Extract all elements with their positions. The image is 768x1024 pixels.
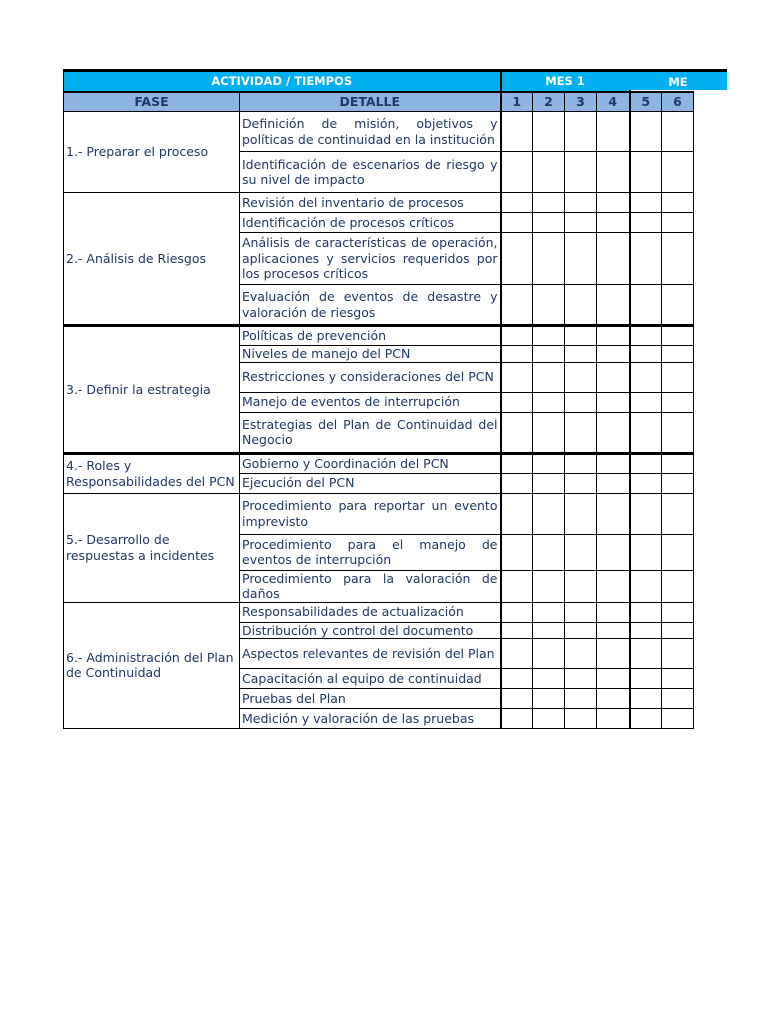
table-row (64, 326, 694, 346)
table-row (64, 493, 694, 534)
week-cell[interactable] (533, 412, 565, 453)
schedule-table (63, 69, 694, 729)
week-cell[interactable] (533, 213, 565, 233)
week-cell[interactable] (597, 709, 630, 729)
detail-cell: Procedimiento para el manejo de eventos de interrupción (240, 534, 501, 570)
table-row (64, 193, 694, 213)
week-cell[interactable] (597, 346, 630, 363)
week-cell[interactable] (565, 453, 597, 473)
week-cell[interactable] (662, 639, 694, 669)
week-cell[interactable] (662, 392, 694, 412)
detail-cell: Medición y valoración de las pruebas (240, 709, 501, 729)
week-cell[interactable] (597, 689, 630, 709)
week-cell[interactable] (533, 346, 565, 363)
week-3-header: 3 (565, 92, 597, 112)
week-cell[interactable] (565, 669, 597, 689)
phase-cell: 1.- Preparar el proceso (64, 112, 240, 193)
week-cell[interactable] (501, 602, 533, 622)
week-cell[interactable] (533, 639, 565, 669)
week-cell[interactable] (597, 362, 630, 392)
week-cell[interactable] (630, 689, 662, 709)
week-cell[interactable] (630, 392, 662, 412)
week-cell[interactable] (501, 326, 533, 346)
week-cell[interactable] (533, 362, 565, 392)
week-cell[interactable] (533, 493, 565, 534)
week-cell[interactable] (533, 534, 565, 570)
week-cell[interactable] (662, 453, 694, 473)
week-cell[interactable] (597, 453, 630, 473)
detalle-header: DETALLE (240, 92, 501, 112)
week-cell[interactable] (597, 570, 630, 602)
detail-cell: Identificación de escenarios de riesgo y su nivel de impacto (240, 152, 501, 193)
detail-cell: Capacitación al equipo de continuidad (240, 669, 501, 689)
week-cell[interactable] (662, 152, 694, 193)
week-cell[interactable] (630, 493, 662, 534)
week-cell[interactable] (533, 602, 565, 622)
week-cell[interactable] (565, 346, 597, 363)
week-cell[interactable] (630, 709, 662, 729)
phase-cell: 2.- Análisis de Riesgos (64, 193, 240, 326)
week-cell[interactable] (630, 285, 662, 326)
week-cell[interactable] (662, 534, 694, 570)
week-cell[interactable] (501, 152, 533, 193)
week-cell[interactable] (630, 473, 662, 493)
detail-cell: Ejecución del PCN (240, 473, 501, 493)
week-cell[interactable] (565, 570, 597, 602)
week-cell[interactable] (501, 639, 533, 669)
week-cell[interactable] (533, 112, 565, 152)
week-cell[interactable] (662, 602, 694, 622)
week-cell[interactable] (533, 570, 565, 602)
week-cell[interactable] (501, 669, 533, 689)
week-cell[interactable] (630, 112, 662, 152)
week-cell[interactable] (565, 326, 597, 346)
week-cell[interactable] (501, 285, 533, 326)
week-cell[interactable] (565, 709, 597, 729)
week-cell[interactable] (662, 112, 694, 152)
phase-cell: 4.- Roles y Responsabilidades del PCN (64, 453, 240, 493)
week-cell[interactable] (597, 326, 630, 346)
week-cell[interactable] (662, 622, 694, 639)
detail-cell: Identificación de procesos críticos (240, 213, 501, 233)
week-cell[interactable] (501, 493, 533, 534)
week-cell[interactable] (565, 639, 597, 669)
detail-cell: Gobierno y Coordinación del PCN (240, 453, 501, 473)
week-cell[interactable] (565, 193, 597, 213)
week-cell[interactable] (565, 213, 597, 233)
week-cell[interactable] (501, 346, 533, 363)
week-cell[interactable] (565, 152, 597, 193)
week-cell[interactable] (630, 570, 662, 602)
week-4-header: 4 (597, 92, 630, 112)
detail-cell: Manejo de eventos de interrupción (240, 392, 501, 412)
table-row (64, 453, 694, 473)
week-cell[interactable] (501, 689, 533, 709)
detail-cell: Restricciones y consideraciones del PCN (240, 362, 501, 392)
phase-cell: 6.- Administración del Plan de Continuidad (64, 602, 240, 729)
week-cell[interactable] (597, 285, 630, 326)
week-cell[interactable] (630, 346, 662, 363)
week-cell[interactable] (662, 669, 694, 689)
week-6-header: 6 (662, 92, 694, 112)
week-cell[interactable] (662, 570, 694, 602)
week-cell[interactable] (630, 412, 662, 453)
detail-cell: Niveles de manejo del PCN (240, 346, 501, 363)
week-cell[interactable] (501, 213, 533, 233)
week-cell[interactable] (630, 193, 662, 213)
detail-cell: Evaluación de eventos de desastre y valoración de riesgos (240, 285, 501, 326)
week-cell[interactable] (501, 622, 533, 639)
week-cell[interactable] (501, 473, 533, 493)
week-cell[interactable] (630, 453, 662, 473)
week-cell[interactable] (597, 412, 630, 453)
week-cell[interactable] (533, 689, 565, 709)
week-cell[interactable] (501, 534, 533, 570)
week-cell[interactable] (630, 152, 662, 193)
week-cell[interactable] (565, 689, 597, 709)
week-cell[interactable] (597, 233, 630, 285)
detail-cell: Procedimiento para la valoración de daños (240, 570, 501, 602)
week-cell[interactable] (630, 534, 662, 570)
week-cell[interactable] (565, 392, 597, 412)
week-cell[interactable] (501, 709, 533, 729)
week-cell[interactable] (501, 453, 533, 473)
week-cell[interactable] (597, 622, 630, 639)
week-cell[interactable] (533, 669, 565, 689)
week-cell[interactable] (597, 152, 630, 193)
week-cell[interactable] (597, 639, 630, 669)
week-cell[interactable] (501, 412, 533, 453)
week-cell[interactable] (597, 193, 630, 213)
week-5-header: 5 (630, 92, 662, 112)
week-cell[interactable] (630, 639, 662, 669)
week-1-header: 1 (501, 92, 533, 112)
week-cell[interactable] (565, 285, 597, 326)
week-cell[interactable] (662, 233, 694, 285)
week-cell[interactable] (597, 473, 630, 493)
week-cell[interactable] (662, 326, 694, 346)
week-cell[interactable] (662, 346, 694, 363)
week-cell[interactable] (565, 362, 597, 392)
week-cell[interactable] (565, 473, 597, 493)
detail-cell: Responsabilidades de actualización (240, 602, 501, 622)
week-cell[interactable] (565, 412, 597, 453)
week-cell[interactable] (597, 534, 630, 570)
detail-cell: Definición de misión, objetivos y políticas de continuidad en la institución (240, 112, 501, 152)
week-cell[interactable] (565, 493, 597, 534)
week-cell[interactable] (662, 412, 694, 453)
week-cell[interactable] (630, 622, 662, 639)
detail-cell: Distribución y control del documento (240, 622, 501, 639)
week-cell[interactable] (533, 473, 565, 493)
week-cell[interactable] (630, 602, 662, 622)
week-cell[interactable] (565, 534, 597, 570)
week-cell[interactable] (597, 213, 630, 233)
week-cell[interactable] (662, 285, 694, 326)
week-cell[interactable] (533, 453, 565, 473)
week-cell[interactable] (533, 392, 565, 412)
detail-cell: Estrategias del Plan de Continuidad del Negocio (240, 412, 501, 453)
actividad-header: ACTIVIDAD / TIEMPOS (64, 71, 501, 93)
week-cell[interactable] (501, 193, 533, 213)
week-cell[interactable] (565, 602, 597, 622)
table-row (64, 602, 694, 622)
week-cell[interactable] (533, 622, 565, 639)
week-cell[interactable] (533, 285, 565, 326)
week-cell[interactable] (533, 233, 565, 285)
week-cell[interactable] (662, 213, 694, 233)
schedule-body (64, 112, 694, 729)
week-cell[interactable] (565, 233, 597, 285)
week-cell[interactable] (662, 473, 694, 493)
week-cell[interactable] (597, 112, 630, 152)
week-cell[interactable] (662, 193, 694, 213)
week-cell[interactable] (533, 709, 565, 729)
week-cell[interactable] (501, 570, 533, 602)
fase-header: FASE (64, 92, 240, 112)
week-cell[interactable] (597, 392, 630, 412)
phase-cell: 3.- Definir la estrategia (64, 326, 240, 454)
week-cell[interactable] (501, 233, 533, 285)
week-cell[interactable] (565, 112, 597, 152)
week-cell[interactable] (630, 326, 662, 346)
week-cell[interactable] (662, 493, 694, 534)
week-cell[interactable] (533, 152, 565, 193)
week-cell[interactable] (630, 362, 662, 392)
week-cell[interactable] (630, 669, 662, 689)
week-cell[interactable] (662, 709, 694, 729)
detail-cell: Pruebas del Plan (240, 689, 501, 709)
week-cell[interactable] (501, 392, 533, 412)
schedule-sheet (63, 69, 694, 729)
week-cell[interactable] (597, 602, 630, 622)
week-cell[interactable] (630, 213, 662, 233)
week-cell[interactable] (597, 493, 630, 534)
week-cell[interactable] (662, 362, 694, 392)
detail-cell: Revisión del inventario de procesos (240, 193, 501, 213)
week-cell[interactable] (597, 669, 630, 689)
mes2-header: ME (629, 69, 727, 90)
week-cell[interactable] (565, 622, 597, 639)
mes1-header: MES 1 (501, 71, 630, 93)
week-cell[interactable] (501, 362, 533, 392)
week-cell[interactable] (501, 112, 533, 152)
week-cell[interactable] (533, 326, 565, 346)
week-cell[interactable] (662, 689, 694, 709)
week-2-header: 2 (533, 92, 565, 112)
detail-cell: Análisis de características de operación, aplicaciones y servicios requeridos por los procesos críticos (240, 233, 501, 285)
week-cell[interactable] (533, 193, 565, 213)
detail-cell: Aspectos relevantes de revisión del Plan (240, 639, 501, 669)
week-cell[interactable] (630, 233, 662, 285)
detail-cell: Políticas de prevención (240, 326, 501, 346)
detail-cell: Procedimiento para reportar un evento imprevisto (240, 493, 501, 534)
phase-cell: 5.- Desarrollo de respuestas a incidentes (64, 493, 240, 602)
table-row (64, 112, 694, 152)
